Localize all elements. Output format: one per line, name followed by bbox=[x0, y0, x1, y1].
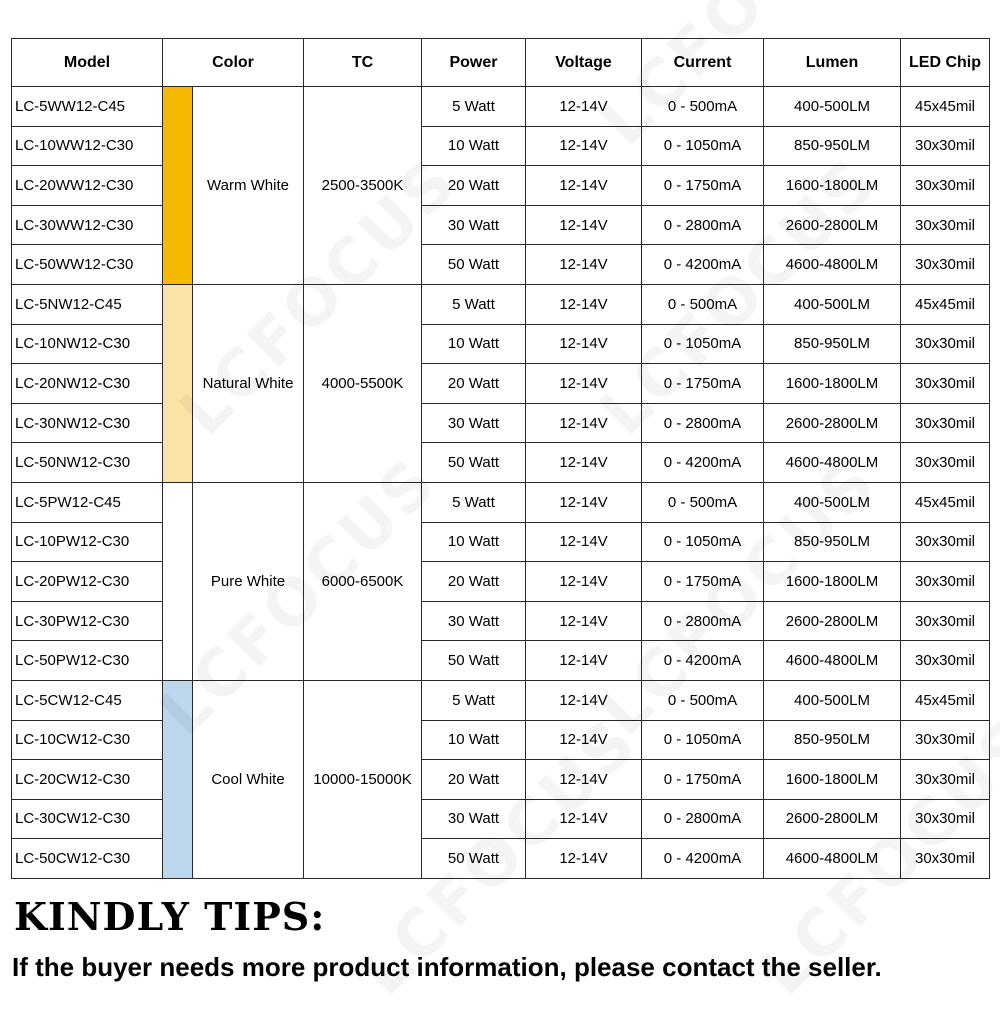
table-row bbox=[12, 443, 990, 483]
voltage-cell: 12-14V bbox=[526, 760, 642, 800]
lumen-cell: 4600-4800LM bbox=[764, 839, 901, 879]
model-cell: LC-10PW12-C30 bbox=[12, 522, 163, 562]
lumen-cell: 2600-2800LM bbox=[764, 601, 901, 641]
lumen-cell: 1600-1800LM bbox=[764, 562, 901, 602]
power-cell: 10 Watt bbox=[422, 126, 526, 166]
model-cell: LC-30WW12-C30 bbox=[12, 205, 163, 245]
voltage-cell: 12-14V bbox=[526, 720, 642, 760]
voltage-cell: 12-14V bbox=[526, 641, 642, 681]
model-cell: LC-50CW12-C30 bbox=[12, 839, 163, 879]
model-cell: LC-20PW12-C30 bbox=[12, 562, 163, 602]
voltage-cell: 12-14V bbox=[526, 403, 642, 443]
table-row bbox=[12, 324, 990, 364]
power-cell: 30 Watt bbox=[422, 205, 526, 245]
led-chip-cell: 30x30mil bbox=[901, 245, 990, 285]
color-name-cell: Warm White bbox=[193, 87, 304, 285]
led-chip-cell: 30x30mil bbox=[901, 324, 990, 364]
spec-table bbox=[11, 38, 990, 879]
voltage-cell: 12-14V bbox=[526, 839, 642, 879]
power-cell: 5 Watt bbox=[422, 680, 526, 720]
led-chip-cell: 30x30mil bbox=[901, 403, 990, 443]
power-cell: 5 Watt bbox=[422, 87, 526, 127]
lumen-cell: 4600-4800LM bbox=[764, 245, 901, 285]
table-row bbox=[12, 166, 990, 206]
current-cell: 0 - 4200mA bbox=[642, 245, 764, 285]
lumen-cell: 850-950LM bbox=[764, 522, 901, 562]
tips-text: If the buyer needs more product information, please contact the seller. bbox=[12, 952, 882, 982]
color-name-cell: Pure White bbox=[193, 482, 304, 680]
led-chip-cell: 30x30mil bbox=[901, 166, 990, 206]
lumen-cell: 2600-2800LM bbox=[764, 403, 901, 443]
header-led-chip: LED Chip bbox=[901, 39, 990, 87]
table-row bbox=[12, 760, 990, 800]
current-cell: 0 - 1750mA bbox=[642, 760, 764, 800]
voltage-cell: 12-14V bbox=[526, 680, 642, 720]
power-cell: 50 Watt bbox=[422, 839, 526, 879]
model-cell: LC-10WW12-C30 bbox=[12, 126, 163, 166]
table-row bbox=[12, 799, 990, 839]
color-name-cell: Natural White bbox=[193, 284, 304, 482]
table-row bbox=[12, 680, 990, 720]
current-cell: 0 - 500mA bbox=[642, 284, 764, 324]
lumen-cell: 400-500LM bbox=[764, 284, 901, 324]
led-chip-cell: 30x30mil bbox=[901, 641, 990, 681]
model-cell: LC-20NW12-C30 bbox=[12, 364, 163, 404]
lumen-cell: 2600-2800LM bbox=[764, 205, 901, 245]
lumen-cell: 1600-1800LM bbox=[764, 760, 901, 800]
power-cell: 10 Watt bbox=[422, 522, 526, 562]
lumen-cell: 1600-1800LM bbox=[764, 166, 901, 206]
current-cell: 0 - 1750mA bbox=[642, 562, 764, 602]
model-cell: LC-50NW12-C30 bbox=[12, 443, 163, 483]
tips-title: KINDLY TIPS: bbox=[14, 894, 326, 939]
led-chip-cell: 45x45mil bbox=[901, 680, 990, 720]
voltage-cell: 12-14V bbox=[526, 324, 642, 364]
model-cell: LC-50PW12-C30 bbox=[12, 641, 163, 681]
current-cell: 0 - 500mA bbox=[642, 87, 764, 127]
table-row bbox=[12, 205, 990, 245]
current-cell: 0 - 4200mA bbox=[642, 839, 764, 879]
led-chip-cell: 30x30mil bbox=[901, 205, 990, 245]
table-row bbox=[12, 601, 990, 641]
current-cell: 0 - 1050mA bbox=[642, 324, 764, 364]
model-cell: LC-30CW12-C30 bbox=[12, 799, 163, 839]
current-cell: 0 - 1050mA bbox=[642, 126, 764, 166]
color-swatch bbox=[163, 680, 193, 878]
table-row bbox=[12, 482, 990, 522]
table-row bbox=[12, 245, 990, 285]
voltage-cell: 12-14V bbox=[526, 205, 642, 245]
led-chip-cell: 45x45mil bbox=[901, 482, 990, 522]
header-tc: TC bbox=[304, 39, 422, 87]
model-cell: LC-20CW12-C30 bbox=[12, 760, 163, 800]
led-chip-cell: 30x30mil bbox=[901, 126, 990, 166]
color-name-cell: Cool White bbox=[193, 680, 304, 878]
led-chip-cell: 45x45mil bbox=[901, 284, 990, 324]
model-cell: LC-50WW12-C30 bbox=[12, 245, 163, 285]
table-row bbox=[12, 364, 990, 404]
current-cell: 0 - 2800mA bbox=[642, 601, 764, 641]
voltage-cell: 12-14V bbox=[526, 166, 642, 206]
table-row bbox=[12, 126, 990, 166]
led-chip-cell: 30x30mil bbox=[901, 720, 990, 760]
model-cell: LC-5NW12-C45 bbox=[12, 284, 163, 324]
lumen-cell: 400-500LM bbox=[764, 482, 901, 522]
model-cell: LC-5PW12-C45 bbox=[12, 482, 163, 522]
power-cell: 50 Watt bbox=[422, 245, 526, 285]
led-chip-cell: 30x30mil bbox=[901, 522, 990, 562]
power-cell: 20 Watt bbox=[422, 760, 526, 800]
current-cell: 0 - 4200mA bbox=[642, 641, 764, 681]
lumen-cell: 2600-2800LM bbox=[764, 799, 901, 839]
power-cell: 50 Watt bbox=[422, 641, 526, 681]
voltage-cell: 12-14V bbox=[526, 522, 642, 562]
voltage-cell: 12-14V bbox=[526, 799, 642, 839]
table-row bbox=[12, 284, 990, 324]
table-row bbox=[12, 641, 990, 681]
power-cell: 50 Watt bbox=[422, 443, 526, 483]
tc-cell: 6000-6500K bbox=[304, 482, 422, 680]
power-cell: 30 Watt bbox=[422, 403, 526, 443]
table-row bbox=[12, 87, 990, 127]
current-cell: 0 - 4200mA bbox=[642, 443, 764, 483]
led-chip-cell: 30x30mil bbox=[901, 839, 990, 879]
header-current: Current bbox=[642, 39, 764, 87]
lumen-cell: 850-950LM bbox=[764, 720, 901, 760]
lumen-cell: 850-950LM bbox=[764, 126, 901, 166]
tc-cell: 4000-5500K bbox=[304, 284, 422, 482]
voltage-cell: 12-14V bbox=[526, 443, 642, 483]
current-cell: 0 - 1050mA bbox=[642, 720, 764, 760]
header-color: Color bbox=[163, 39, 304, 87]
model-cell: LC-20WW12-C30 bbox=[12, 166, 163, 206]
header-voltage: Voltage bbox=[526, 39, 642, 87]
model-cell: LC-30PW12-C30 bbox=[12, 601, 163, 641]
power-cell: 30 Watt bbox=[422, 799, 526, 839]
header-model: Model bbox=[12, 39, 163, 87]
table-row bbox=[12, 839, 990, 879]
power-cell: 10 Watt bbox=[422, 324, 526, 364]
table-row bbox=[12, 720, 990, 760]
current-cell: 0 - 1750mA bbox=[642, 166, 764, 206]
voltage-cell: 12-14V bbox=[526, 482, 642, 522]
power-cell: 10 Watt bbox=[422, 720, 526, 760]
table-row bbox=[12, 562, 990, 602]
voltage-cell: 12-14V bbox=[526, 562, 642, 602]
tc-cell: 2500-3500K bbox=[304, 87, 422, 285]
lumen-cell: 4600-4800LM bbox=[764, 443, 901, 483]
header-power: Power bbox=[422, 39, 526, 87]
power-cell: 20 Watt bbox=[422, 364, 526, 404]
table-row bbox=[12, 403, 990, 443]
header-lumen: Lumen bbox=[764, 39, 901, 87]
voltage-cell: 12-14V bbox=[526, 126, 642, 166]
current-cell: 0 - 2800mA bbox=[642, 205, 764, 245]
lumen-cell: 4600-4800LM bbox=[764, 641, 901, 681]
model-cell: LC-10CW12-C30 bbox=[12, 720, 163, 760]
voltage-cell: 12-14V bbox=[526, 364, 642, 404]
color-swatch bbox=[163, 482, 193, 680]
current-cell: 0 - 1750mA bbox=[642, 364, 764, 404]
power-cell: 5 Watt bbox=[422, 482, 526, 522]
led-chip-cell: 30x30mil bbox=[901, 364, 990, 404]
table-row bbox=[12, 522, 990, 562]
power-cell: 30 Watt bbox=[422, 601, 526, 641]
current-cell: 0 - 2800mA bbox=[642, 403, 764, 443]
current-cell: 0 - 500mA bbox=[642, 482, 764, 522]
power-cell: 20 Watt bbox=[422, 562, 526, 602]
lumen-cell: 1600-1800LM bbox=[764, 364, 901, 404]
lumen-cell: 400-500LM bbox=[764, 680, 901, 720]
lumen-cell: 400-500LM bbox=[764, 87, 901, 127]
lumen-cell: 850-950LM bbox=[764, 324, 901, 364]
model-cell: LC-5CW12-C45 bbox=[12, 680, 163, 720]
model-cell: LC-10NW12-C30 bbox=[12, 324, 163, 364]
led-chip-cell: 30x30mil bbox=[901, 601, 990, 641]
voltage-cell: 12-14V bbox=[526, 87, 642, 127]
tc-cell: 10000-15000K bbox=[304, 680, 422, 878]
led-chip-cell: 30x30mil bbox=[901, 443, 990, 483]
model-cell: LC-5WW12-C45 bbox=[12, 87, 163, 127]
power-cell: 5 Watt bbox=[422, 284, 526, 324]
spec-table-body bbox=[12, 87, 990, 879]
led-chip-cell: 30x30mil bbox=[901, 799, 990, 839]
led-chip-cell: 30x30mil bbox=[901, 760, 990, 800]
led-chip-cell: 30x30mil bbox=[901, 562, 990, 602]
color-swatch bbox=[163, 87, 193, 285]
voltage-cell: 12-14V bbox=[526, 601, 642, 641]
current-cell: 0 - 1050mA bbox=[642, 522, 764, 562]
voltage-cell: 12-14V bbox=[526, 245, 642, 285]
voltage-cell: 12-14V bbox=[526, 284, 642, 324]
header-row bbox=[12, 39, 990, 87]
model-cell: LC-30NW12-C30 bbox=[12, 403, 163, 443]
current-cell: 0 - 2800mA bbox=[642, 799, 764, 839]
current-cell: 0 - 500mA bbox=[642, 680, 764, 720]
color-swatch bbox=[163, 284, 193, 482]
led-chip-cell: 45x45mil bbox=[901, 87, 990, 127]
power-cell: 20 Watt bbox=[422, 166, 526, 206]
